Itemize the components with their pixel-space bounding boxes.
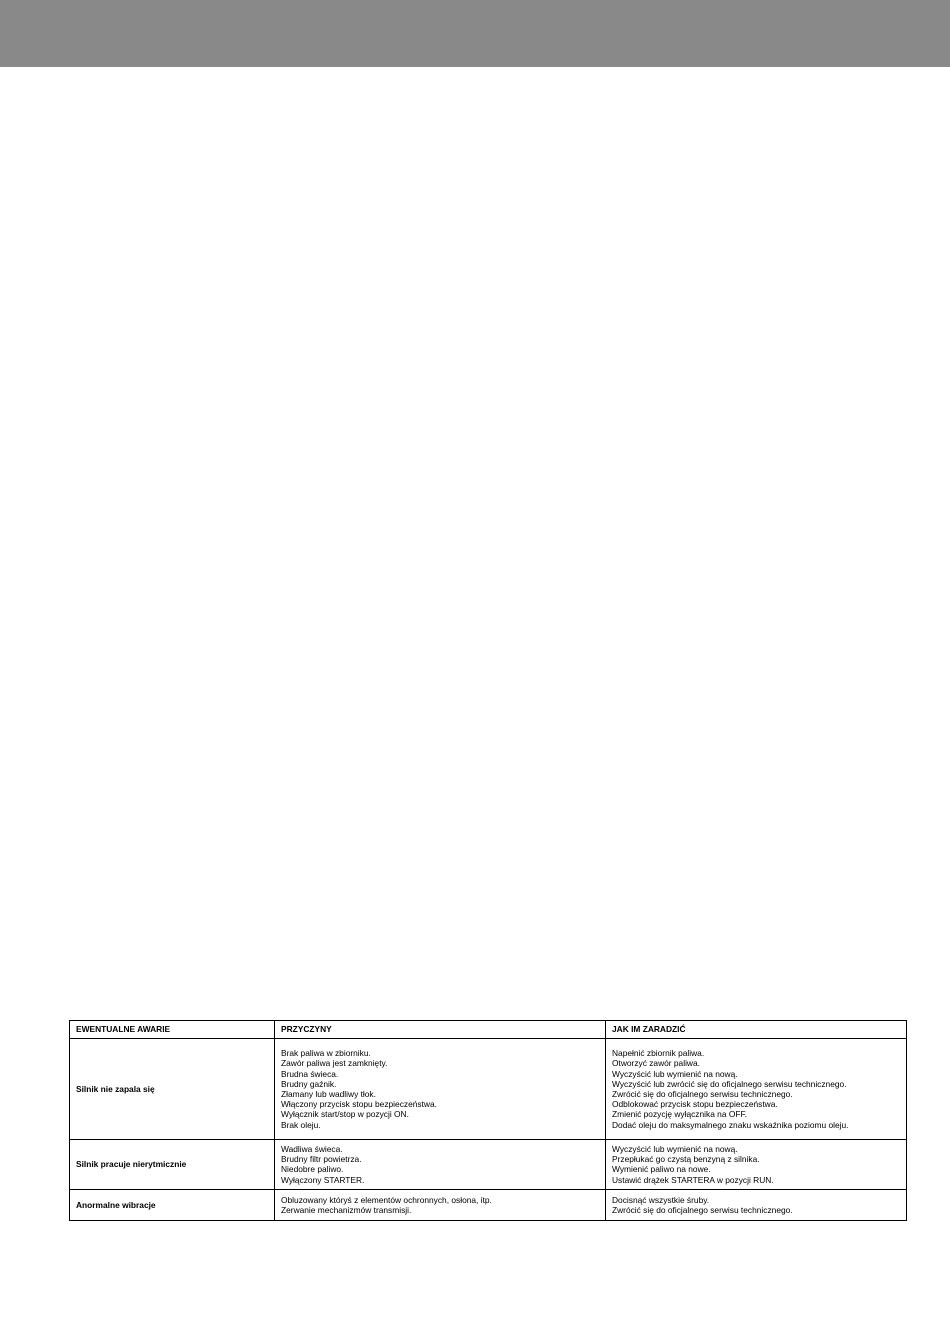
cause-line: Brudny gaźnik.	[281, 1078, 337, 1089]
column-header-faults: EWENTUALNE AWARIE	[70, 1021, 275, 1039]
table-row	[70, 1039, 907, 1140]
remedy-line: Zwrócić się do oficjalnego serwisu technicznego.	[612, 1089, 793, 1099]
cause-line: Niedobre paliwo.	[281, 1164, 344, 1175]
remedy-line: Wyczyścić lub zwrócić się do oficjalnego serwisu technicznego.	[612, 1078, 847, 1089]
table-row	[70, 1140, 907, 1190]
fault-cell: Anormalne wibracje	[70, 1189, 275, 1220]
cause-line: Obluzowany któryś z elementów ochronnych, osłona, itp.	[281, 1194, 492, 1205]
causes-cell	[275, 1189, 606, 1220]
table-row	[70, 1189, 907, 1220]
remedies-cell	[606, 1039, 907, 1140]
remedy-line: Zmienić pozycję wyłącznika na OFF.	[612, 1109, 747, 1120]
causes-cell	[275, 1140, 606, 1190]
remedy-line: Dodać oleju do maksymalnego znaku wskaźnika poziomu oleju.	[612, 1119, 849, 1130]
cause-line: Zerwanie mechanizmów transmisji.	[281, 1204, 412, 1215]
table-header-row	[70, 1021, 907, 1039]
header-band	[0, 0, 950, 67]
remedies-cell	[606, 1189, 907, 1220]
cause-line: Brudna świeca.	[281, 1068, 339, 1079]
remedy-line: Odblokować przycisk stopu bezpieczeństwa.	[612, 1099, 778, 1110]
remedy-line: Wyczyścić lub wymienić na nową.	[612, 1068, 738, 1079]
fault-cell: Silnik nie zapala się	[70, 1039, 275, 1140]
cause-line: Wyłącznik start/stop w pozycji ON.	[281, 1109, 409, 1120]
causes-cell	[275, 1039, 606, 1140]
cause-line: Zawór paliwa jest zamknięty.	[281, 1058, 388, 1069]
remedy-line: Wymienić paliwo na nowe.	[612, 1164, 711, 1175]
cause-line: Brak oleju.	[281, 1119, 321, 1130]
cause-line: Brudny filtr powietrza.	[281, 1154, 362, 1165]
cause-line: Wyłączony STARTER.	[281, 1174, 365, 1185]
remedy-line: Napełnić zbiornik paliwa.	[612, 1048, 705, 1059]
cause-line: Wadliwa świeca.	[281, 1144, 343, 1154]
remedy-line: Wyczyścić lub wymienić na nową.	[612, 1144, 738, 1154]
column-header-remedies: JAK IM ZARADZIĆ	[606, 1021, 907, 1039]
column-header-causes: PRZYCZYNY	[275, 1021, 606, 1039]
remedies-cell	[606, 1140, 907, 1190]
cause-line: Brak paliwa w zbiorniku.	[281, 1048, 371, 1059]
remedy-line: Zwrócić się do oficjalnego serwisu technicznego.	[612, 1204, 793, 1215]
cause-line: Włączony przycisk stopu bezpieczeństwa.	[281, 1099, 437, 1110]
remedy-line: Przepłukać go czystą benzyną z silnika.	[612, 1154, 760, 1165]
remedy-line: Ustawić drążek STARTERA w pozycji RUN.	[612, 1174, 774, 1185]
troubleshooting-table	[69, 1020, 907, 1221]
cause-line: Złamany lub wadliwy tłok.	[281, 1089, 376, 1099]
remedy-line: Docisnąć wszystkie śruby.	[612, 1194, 710, 1205]
remedy-line: Otworzyć zawór paliwa.	[612, 1058, 700, 1069]
fault-cell: Silnik pracuje nierytmicznie	[70, 1140, 275, 1190]
